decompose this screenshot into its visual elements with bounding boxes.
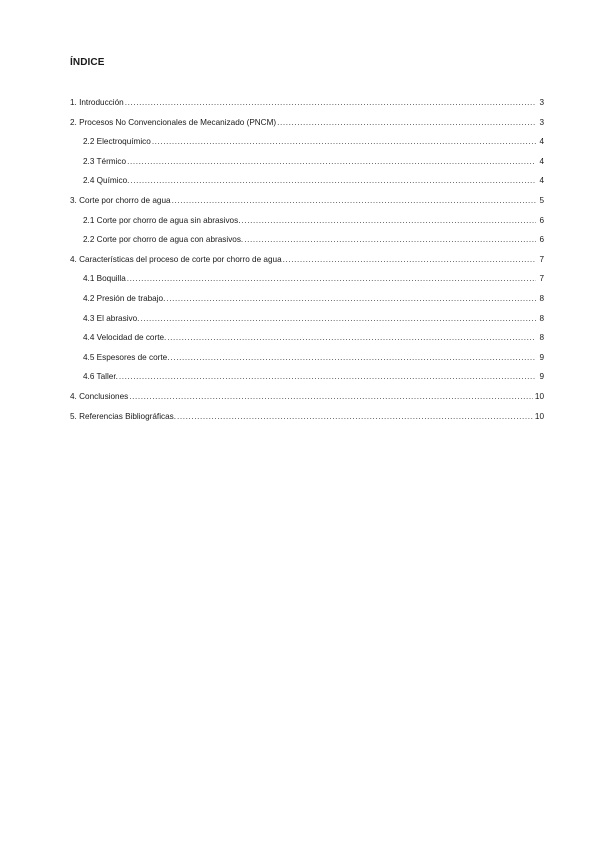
toc-entry-title: 4.6 Taller. (83, 372, 118, 382)
toc-dot-leader (170, 353, 536, 362)
toc-entry-title: 2.3 Térmico (83, 156, 127, 166)
toc-entry-title: 4.5 Espesores de corte. (83, 352, 170, 362)
toc-entry-title: 2. Procesos No Convencionales de Mecanizado (PNCM) (70, 117, 277, 127)
toc-entry[interactable] (70, 216, 544, 236)
toc-entry-title: 5. Referencias Bibliográficas. (70, 411, 177, 421)
toc-entry-title: 2.1 Corte por chorro de agua sin abrasivos. (83, 215, 241, 225)
toc-entry-title: 3. Corte por chorro de agua (70, 195, 171, 205)
toc-dot-leader (125, 98, 536, 107)
toc-dot-leader (127, 157, 536, 166)
toc-dot-leader (130, 176, 536, 185)
toc-page-number: 6 (539, 235, 544, 245)
toc-entry[interactable] (70, 392, 544, 412)
toc-page-number: 4 (539, 137, 544, 147)
toc-page-number: 4 (539, 176, 544, 186)
toc-page-number: 8 (539, 333, 544, 343)
toc-page-number: 10 (534, 411, 544, 421)
toc-entry-title: 4.4 Velocidad de corte. (83, 333, 167, 343)
toc-dot-leader (167, 333, 536, 342)
toc-page-number: 4 (539, 156, 544, 166)
toc-entry[interactable] (70, 235, 544, 255)
toc-entry-title: 2.2 Electroquímico (83, 137, 151, 147)
toc-page-number: 9 (539, 352, 544, 362)
toc-page-number: 5 (539, 195, 544, 205)
toc-entry[interactable] (70, 196, 544, 216)
toc-entry-title: 4. Conclusiones (70, 391, 129, 401)
toc-dot-leader (119, 372, 536, 381)
toc-page-number: 3 (539, 98, 544, 107)
toc-entry[interactable] (70, 137, 544, 157)
toc-dot-leader (172, 196, 536, 205)
toc-page-number: 8 (539, 293, 544, 303)
toc-dot-leader (152, 137, 536, 146)
toc-dot-leader (241, 216, 536, 225)
toc-entry[interactable] (70, 412, 544, 432)
toc-dot-leader (127, 274, 536, 283)
toc-entry-title: 2.4 Químico. (83, 176, 130, 186)
toc-entry-title: 4.2 Presión de trabajo. (83, 293, 166, 303)
toc-entry[interactable] (70, 98, 544, 118)
toc-page-number: 8 (539, 313, 544, 323)
toc-entry[interactable] (70, 333, 544, 353)
toc-entry[interactable] (70, 274, 544, 294)
toc-dot-leader (166, 294, 536, 303)
toc-entry-title: 4.1 Boquilla (83, 274, 126, 284)
toc-page-number: 7 (539, 254, 544, 264)
toc-entry-title: 4.3 El abrasivo. (83, 313, 140, 323)
toc-entry-title: 4. Características del proceso de corte por chorro de agua (70, 254, 282, 264)
toc-dot-leader (177, 412, 533, 421)
toc-page-number: 10 (534, 391, 544, 401)
toc-entry[interactable] (70, 314, 544, 334)
toc-page-number: 6 (539, 215, 544, 225)
toc-dot-leader (129, 392, 533, 401)
toc-entry[interactable] (70, 176, 544, 196)
toc-entry-title: 2.2 Corte por chorro de agua con abrasivos. (83, 235, 244, 245)
toc-entry[interactable] (70, 157, 544, 177)
toc-entry[interactable] (70, 118, 544, 138)
toc-dot-leader (244, 235, 536, 244)
toc-page-number: 3 (539, 117, 544, 127)
toc-entry[interactable] (70, 294, 544, 314)
toc-entry[interactable] (70, 353, 544, 373)
toc-page-number: 7 (539, 274, 544, 284)
toc-entry[interactable] (70, 372, 544, 392)
toc-heading: ÍNDICE (70, 57, 105, 68)
toc-entry[interactable] (70, 255, 544, 275)
toc-list (70, 98, 544, 431)
toc-entry-title: 1. Introducción (70, 98, 124, 107)
toc-page-number: 9 (539, 372, 544, 382)
toc-dot-leader (277, 118, 536, 127)
toc-dot-leader (140, 314, 536, 323)
toc-dot-leader (283, 255, 536, 264)
